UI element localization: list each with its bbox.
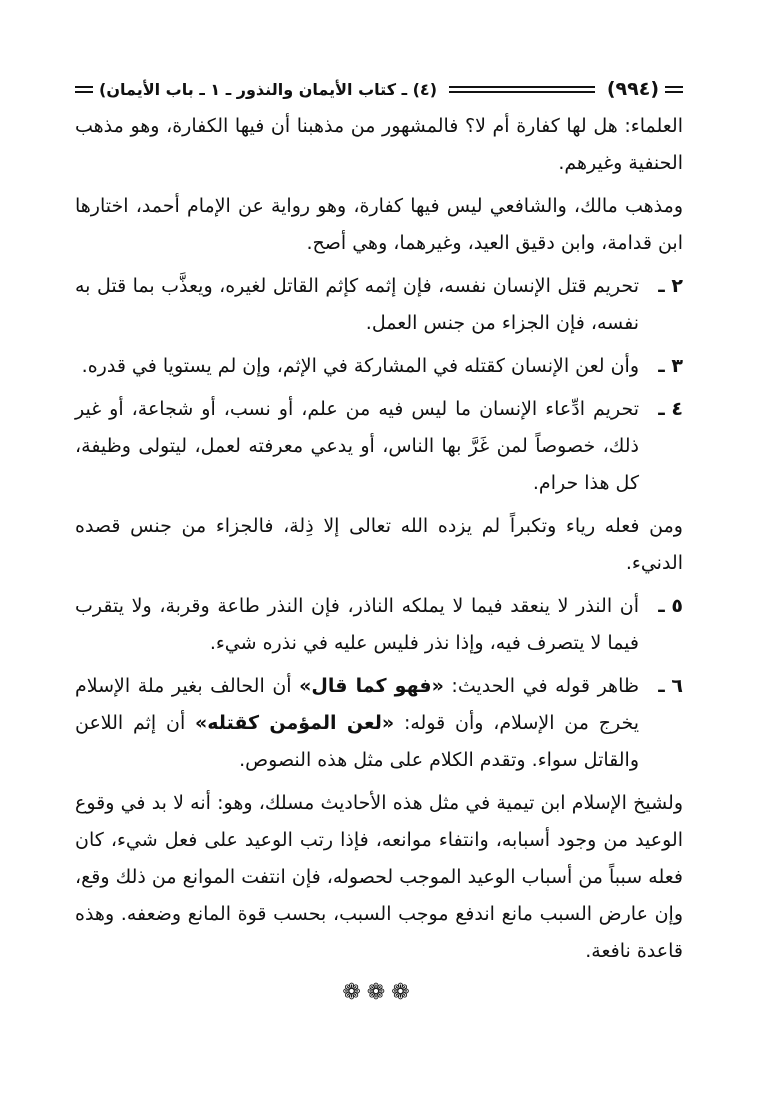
header-title: (٤) ـ كتاب الأيمان والنذور ـ ١ ـ باب الأيمان): [99, 79, 437, 99]
item-text: تحريم ادِّعاء الإنسان ما ليس فيه من علم، أو نسب، أو شجاعة، أو غير ذلك، خصوصاً لمن غَرَّ بها الناس، أو يدعي معرفته لعمل، ليتولى وظيفة، كل هذا حرام.: [75, 398, 639, 494]
list-item-5: [75, 588, 683, 662]
item-number: ٢ ـ: [658, 275, 683, 297]
paragraph-after-item-4: ومن فعله رياء وتكبراً لم يزده الله تعالى إلا ذِلة، فالجزاء من جنس قصده الدنيء.: [75, 515, 683, 574]
page-number: (٩٩٤): [606, 78, 659, 100]
item-number: ٥ ـ: [658, 595, 683, 617]
item-text-part-1: ظاهر قوله في الحديث:: [443, 675, 639, 697]
item-number: ٤ ـ: [658, 398, 683, 420]
paragraph-2: ومذهب مالك، والشافعي ليس فيها كفارة، وهو رواية عن الإمام أحمد، اختارها ابن قدامة، وابن دقيق العيد، وغيرهما، وهي أصح.: [75, 195, 683, 254]
header-rule-middle: [449, 86, 595, 93]
header-rule-left: [75, 86, 93, 93]
list-item-3: [75, 348, 683, 385]
section-divider-ornament: ❁❁❁: [342, 980, 416, 1005]
hadith-quote-1: «فهو كما قال»: [299, 675, 444, 697]
item-text: وأن لعن الإنسان كقتله في المشاركة في الإثم، وإن لم يستويا في قدره.: [81, 355, 639, 377]
header-rule-right: [665, 86, 683, 93]
list-item-6: [75, 668, 683, 779]
item-text-part-2: أن الحالف بغير ملة الإسلام يخرج من الإسلام، وأن قوله:: [75, 675, 639, 734]
running-header: [75, 72, 683, 106]
hadith-quote-2: «لعن المؤمن كقتله»: [195, 712, 395, 734]
paragraph-1: العلماء: هل لها كفارة أم لا؟ فالمشهور من مذهبنا أن فيها الكفارة، وهو مذهب الحنفية وغيرهم.: [75, 115, 683, 174]
list-item-4: [75, 391, 683, 502]
item-number: ٣ ـ: [658, 355, 683, 377]
list-item-2: [75, 268, 683, 342]
page: [75, 72, 683, 1005]
item-text-part-3: أن إثم اللاعن والقاتل سواء. وتقدم الكلام على مثل هذه النصوص.: [75, 712, 639, 771]
item-text: تحريم قتل الإنسان نفسه، فإن إثمه كإثم القاتل لغيره، ويعذَّب بما قتل به نفسه، فإن الجزاء من جنس العمل.: [75, 275, 639, 334]
item-text: [75, 668, 639, 779]
closing-paragraph: ولشيخ الإسلام ابن تيمية في مثل هذه الأحاديث مسلك، وهو: أنه لا بد في وقوع الوعيد من وجود أسبابه، وانتفاء موانعه، فإذا رتب الوعيد على فعل شيء، كان فعله سبباً من أسباب الوعيد الموجب لحصوله، فإن انتفت الموانع من ذلك وقع، وإن عارض السبب مانع اندفع موجب السبب، بحسب قوة المانع وضعفه. وهذه قاعدة نافعة.: [75, 792, 683, 962]
item-text: أن النذر لا ينعقد فيما لا يملكه الناذر، فإن النذر طاعة وقربة، ولا يتقرب فيما لا يتصرف فيه، وإذا نذر فليس عليه في نذره شيء.: [75, 595, 639, 654]
item-number: ٦ ـ: [658, 675, 683, 697]
